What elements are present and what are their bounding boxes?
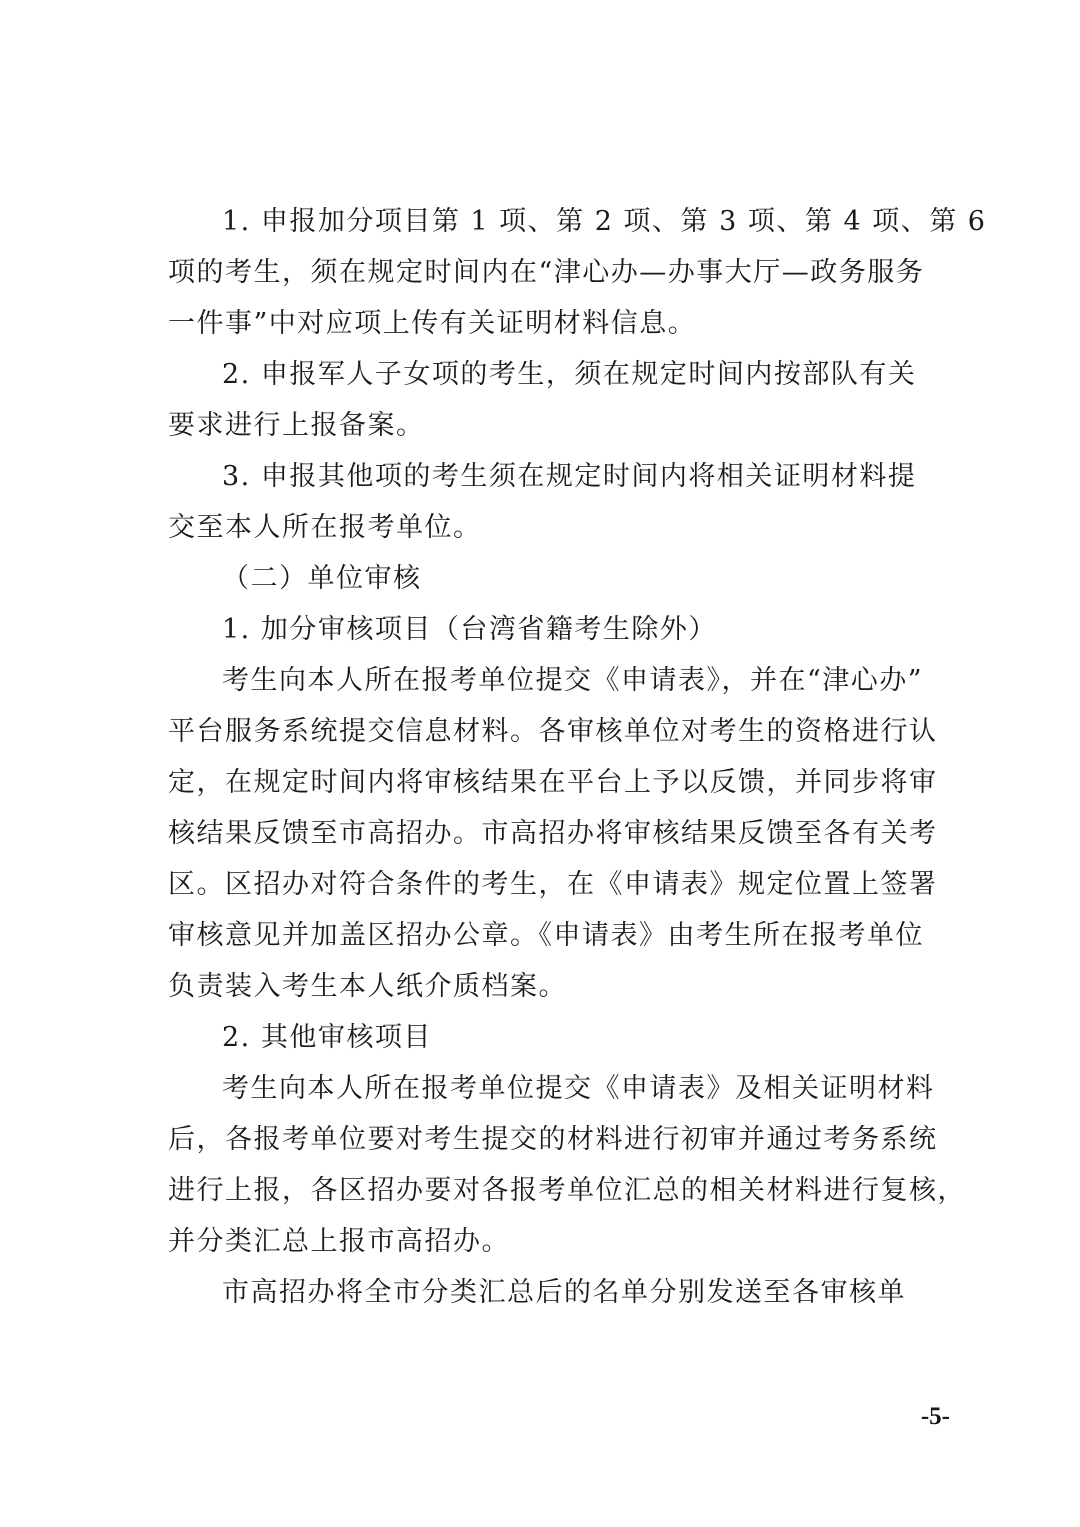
- paragraph-line: 进行上报，各区招办要对各报考单位汇总的相关材料进行复核，: [168, 1175, 966, 1206]
- paragraph-line: 一件事”中对应项上传有关证明材料信息。: [168, 308, 697, 339]
- paragraph-line: 要求进行上报备案。: [168, 410, 425, 441]
- page-number: -5-: [920, 1403, 950, 1430]
- paragraph-line: 定，在规定时间内将审核结果在平台上予以反馈，并同步将审: [168, 767, 938, 798]
- paragraph-line: 2. 申报军人子女项的考生，须在规定时间内按部队有关: [222, 359, 917, 390]
- paragraph-line: 区。区招办对符合条件的考生，在《申请表》规定位置上签署: [168, 869, 938, 900]
- paragraph-line: 审核意见并加盖区招办公章。《申请表》由考生所在报考单位: [168, 920, 924, 951]
- paragraph-line: 3. 申报其他项的考生须在规定时间内将相关证明材料提: [222, 461, 917, 492]
- paragraph-line: 平台服务系统提交信息材料。各审核单位对考生的资格进行认: [168, 716, 938, 747]
- paragraph-line: 项的考生，须在规定时间内在“津心办—办事大厅—政务服务: [168, 257, 925, 288]
- paragraph-line: 交至本人所在报考单位。: [168, 512, 482, 543]
- paragraph-line: 并分类汇总上报市高招办。: [168, 1226, 510, 1257]
- paragraph-line: 后，各报考单位要对考生提交的材料进行初审并通过考务系统: [168, 1124, 938, 1155]
- paragraph-line: 负责装入考生本人纸介质档案。: [168, 971, 567, 1002]
- paragraph-line: 核结果反馈至市高招办。市高招办将审核结果反馈至各有关考: [168, 818, 938, 849]
- section-heading: （二）单位审核: [222, 563, 422, 594]
- subsection-heading: 1. 加分审核项目（台湾省籍考生除外）: [222, 614, 717, 645]
- subsection-heading: 2. 其他审核项目: [222, 1022, 432, 1053]
- paragraph-line: 考生向本人所在报考单位提交《申请表》及相关证明材料: [222, 1073, 935, 1104]
- paragraph-line: 市高招办将全市分类汇总后的名单分别发送至各审核单: [222, 1277, 906, 1308]
- paragraph-line: 考生向本人所在报考单位提交《申请表》，并在“津心办”: [222, 665, 924, 696]
- paragraph-line: 1. 申报加分项目第 1 项、第 2 项、第 3 项、第 4 项、第 6: [222, 206, 987, 237]
